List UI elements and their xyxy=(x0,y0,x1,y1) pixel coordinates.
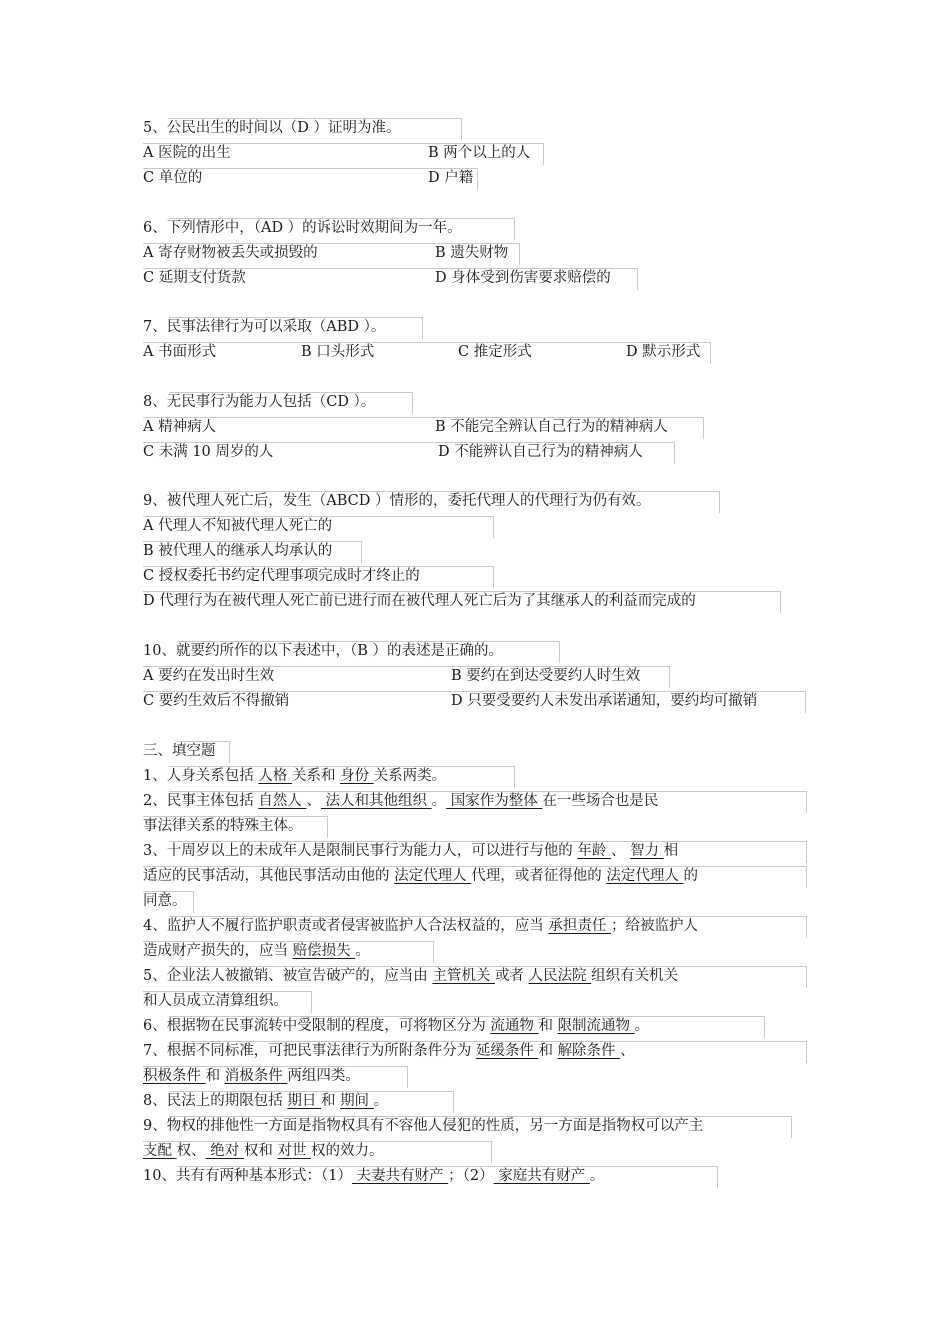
fill-3-line-3 xyxy=(143,889,807,914)
question-8-stem xyxy=(143,390,807,415)
question-6-options-row-2 xyxy=(143,266,807,291)
fill-text: 两组四类。 xyxy=(287,1067,360,1084)
fill-text: 8、民法上的期限包括 xyxy=(143,1092,288,1109)
fill-text: 。 xyxy=(431,792,447,809)
fill-text: 和 xyxy=(205,1067,225,1084)
question-7-stem xyxy=(143,315,807,340)
question-8-options-row-1 xyxy=(143,415,807,440)
question-10-options-row-1 xyxy=(143,664,807,689)
fill-answer: 法定代理人 xyxy=(606,867,684,884)
fill-text: 。 xyxy=(634,1017,650,1034)
fill-text: ；（2） xyxy=(448,1167,494,1184)
fill-answer: 支配 xyxy=(143,1142,177,1159)
option-b: B 被代理人的继承人均承认的 xyxy=(143,543,333,560)
option-c: C 推定形式 xyxy=(458,344,532,361)
option-a: A 医院的出生 xyxy=(143,145,231,161)
fill-text: 造成财产损失的，应当 xyxy=(143,942,293,959)
fill-9-line-1 xyxy=(143,1114,807,1139)
fill-4-line-2 xyxy=(143,939,807,964)
option-a: A 书面形式 xyxy=(143,344,217,361)
fill-text: 4、监护人不履行监护职责或者侵害被监护人合法权益的，应当 xyxy=(143,917,549,934)
fill-text: 权的效力。 xyxy=(311,1142,384,1159)
fill-text: ；给被监护人 xyxy=(610,917,698,934)
fill-2-line-1 xyxy=(143,789,807,814)
fill-6 xyxy=(143,1014,807,1039)
fill-9-line-2 xyxy=(143,1139,807,1164)
fill-answer: 人民法院 xyxy=(528,967,592,984)
fill-text: 权、 xyxy=(176,1142,206,1159)
fill-answer: 绝对 xyxy=(205,1142,244,1159)
fill-answer: 期日 xyxy=(287,1092,321,1109)
fill-answer: 解除条件 xyxy=(557,1042,621,1059)
fill-text: 。 xyxy=(373,1092,389,1109)
fill-answer: 消极条件 xyxy=(224,1067,288,1084)
question-5-options-row-2 xyxy=(143,166,807,191)
fill-answer: 智力 xyxy=(630,842,664,859)
fill-answer: 对世 xyxy=(277,1142,312,1159)
question-6-options-row-1 xyxy=(143,241,807,266)
question-6-stem xyxy=(143,216,807,241)
option-c: C 延期支付货款 xyxy=(143,269,246,286)
question-5-stem xyxy=(143,116,807,141)
section-heading xyxy=(143,739,807,764)
option-b: B 不能完全辨认自己行为的精神病人 xyxy=(435,418,668,435)
fill-text: 、 xyxy=(306,792,321,809)
fill-text: 同意。 xyxy=(143,892,187,909)
fill-text: 和人员成立清算组织。 xyxy=(143,992,288,1009)
option-c: C 授权委托书约定代理事项完成时才终止的 xyxy=(143,568,420,585)
option-d: D 只要受要约人未发出承诺通知，要约均可撤销 xyxy=(451,692,758,709)
option-a: A 精神病人 xyxy=(143,418,217,435)
fill-answer: 自然人 xyxy=(258,792,307,809)
option-d: D 代理行为在被代理人死亡前已进行而在被代理人死亡后为了其继承人的利益而完成的 xyxy=(143,593,696,610)
fill-answer: 期间 xyxy=(340,1092,374,1109)
fill-5-line-2 xyxy=(143,989,807,1014)
option-a: A 代理人不知被代理人死亡的 xyxy=(143,518,333,535)
option-b: B 口头形式 xyxy=(301,344,375,361)
fill-2-line-2 xyxy=(143,814,807,839)
option-b: B 遗失财物 xyxy=(435,244,509,261)
question-9-option-b-row xyxy=(143,539,807,564)
question-stem-text: 8、无民事行为能力人包括（CD ）。 xyxy=(143,393,376,410)
question-7-options-row xyxy=(143,340,807,365)
fill-text: 1、人身关系包括 xyxy=(143,767,259,784)
document-page xyxy=(143,116,807,1189)
fill-answer: 夫妻共有财产 xyxy=(351,1167,449,1184)
question-5-options-row-1 xyxy=(143,141,807,166)
question-stem-text: 9、被代理人死亡后，发生（ABCD ）情形的，委托代理人的代理行为仍有效。 xyxy=(143,493,651,510)
fill-3-line-1 xyxy=(143,839,807,864)
question-10-stem xyxy=(143,639,807,664)
section-heading-text: 三、填空题 xyxy=(143,742,216,759)
question-stem-text: 10、就要约所作的以下表述中，（B ）的表述是正确的。 xyxy=(143,642,503,659)
fill-answer: 法人和其他组织 xyxy=(320,792,432,809)
fill-text: 关系两类。 xyxy=(373,767,447,784)
fill-text: 和 xyxy=(538,1042,558,1059)
question-stem-text: 5、公民出生的时间以（D ）证明为准。 xyxy=(143,120,401,136)
fill-text: 权和 xyxy=(243,1142,278,1159)
question-9-stem xyxy=(143,489,807,514)
option-a: A 寄存财物被丢失或损毁的 xyxy=(143,244,318,261)
question-9-option-a-row xyxy=(143,514,807,539)
fill-answer: 积极条件 xyxy=(143,1067,206,1084)
fill-answer: 年龄 xyxy=(577,842,611,859)
fill-text: 2、民事主体包括 xyxy=(143,792,259,809)
option-d: D 身体受到伤害要求赔偿的 xyxy=(435,269,611,286)
fill-answer: 承担责任 xyxy=(548,917,611,934)
fill-answer: 流通物 xyxy=(490,1017,539,1034)
question-stem-text: 6、下列情形中，（AD ）的诉讼时效期间为一年。 xyxy=(143,219,462,236)
fill-text: 组织有关机关 xyxy=(591,967,679,984)
fill-text: 或者 xyxy=(494,967,529,984)
fill-text: 代理，或者征得他的 xyxy=(471,867,607,884)
fill-answer: 主管机关 xyxy=(432,967,495,984)
fill-4-line-1 xyxy=(143,914,807,939)
fill-text: 6、根据物在民事流转中受限制的程度，可将物区分为 xyxy=(143,1017,491,1034)
fill-5-line-1 xyxy=(143,964,807,989)
fill-text: 、 xyxy=(610,842,631,859)
fill-text: 5、企业法人被撤销、被宣告破产的，应当由 xyxy=(143,967,433,984)
option-c: C 未满 10 周岁的人 xyxy=(143,443,274,460)
option-b: B 要约在到达受要约人时生效 xyxy=(451,667,641,684)
fill-text: 。 xyxy=(589,1167,605,1184)
fill-3-line-2 xyxy=(143,864,807,889)
fill-text: 事法律关系的特殊主体。 xyxy=(143,817,303,834)
fill-8 xyxy=(143,1089,807,1114)
question-9-option-d-row xyxy=(143,589,807,614)
fill-1 xyxy=(143,764,807,789)
fill-text: 、 xyxy=(620,1042,635,1059)
fill-answer: 家庭共有财产 xyxy=(493,1167,590,1184)
option-d: D 默示形式 xyxy=(626,344,701,361)
fill-7-line-2 xyxy=(143,1064,807,1089)
option-b: B 两个以上的人 xyxy=(428,145,531,161)
fill-text: 7、根据不同标准，可把民事法律行为所附条件分为 xyxy=(143,1042,476,1059)
question-stem-text: 7、民事法律行为可以采取（ABD ）。 xyxy=(143,319,386,336)
question-10-options-row-2 xyxy=(143,689,807,714)
fill-10 xyxy=(143,1164,807,1189)
option-a: A 要约在发出时生效 xyxy=(143,667,275,684)
fill-answer: 法定代理人 xyxy=(394,867,472,884)
fill-text: 和 xyxy=(538,1017,558,1034)
fill-answer: 赔偿损失 xyxy=(292,942,356,959)
fill-text: 的 xyxy=(683,867,698,884)
fill-text: 。 xyxy=(355,942,370,959)
fill-text: 关系和 xyxy=(291,767,341,784)
fill-text: 适应的民事活动，其他民事活动由他的 xyxy=(143,867,395,884)
fill-text: 在一些场合也是民 xyxy=(542,792,659,809)
fill-text: 3、十周岁以上的未成年人是限制民事行为能力人，可以进行与他的 xyxy=(143,842,578,859)
fill-text: 相 xyxy=(663,842,679,859)
fill-answer: 限制流通物 xyxy=(557,1017,635,1034)
fill-answer: 身份 xyxy=(340,767,374,784)
question-9-option-c-row xyxy=(143,564,807,589)
option-d: D 不能辨认自己行为的精神病人 xyxy=(438,443,643,460)
question-8-options-row-2 xyxy=(143,440,807,465)
option-d: D 户籍 xyxy=(428,170,474,186)
fill-text: 10、共有有两种基本形式：（1） xyxy=(143,1167,352,1184)
fill-answer: 国家作为整体 xyxy=(446,792,543,809)
fill-answer: 人格 xyxy=(258,767,292,784)
fill-text: 9、物权的排他性一方面是指物权具有不容他人侵犯的性质，另一方面是指物权可以产主 xyxy=(143,1117,704,1134)
option-c: C 要约生效后不得撤销 xyxy=(143,692,290,709)
fill-7-line-1 xyxy=(143,1039,807,1064)
option-c: C 单位的 xyxy=(143,170,203,186)
fill-answer: 延缓条件 xyxy=(475,1042,539,1059)
fill-text: 和 xyxy=(320,1092,341,1109)
